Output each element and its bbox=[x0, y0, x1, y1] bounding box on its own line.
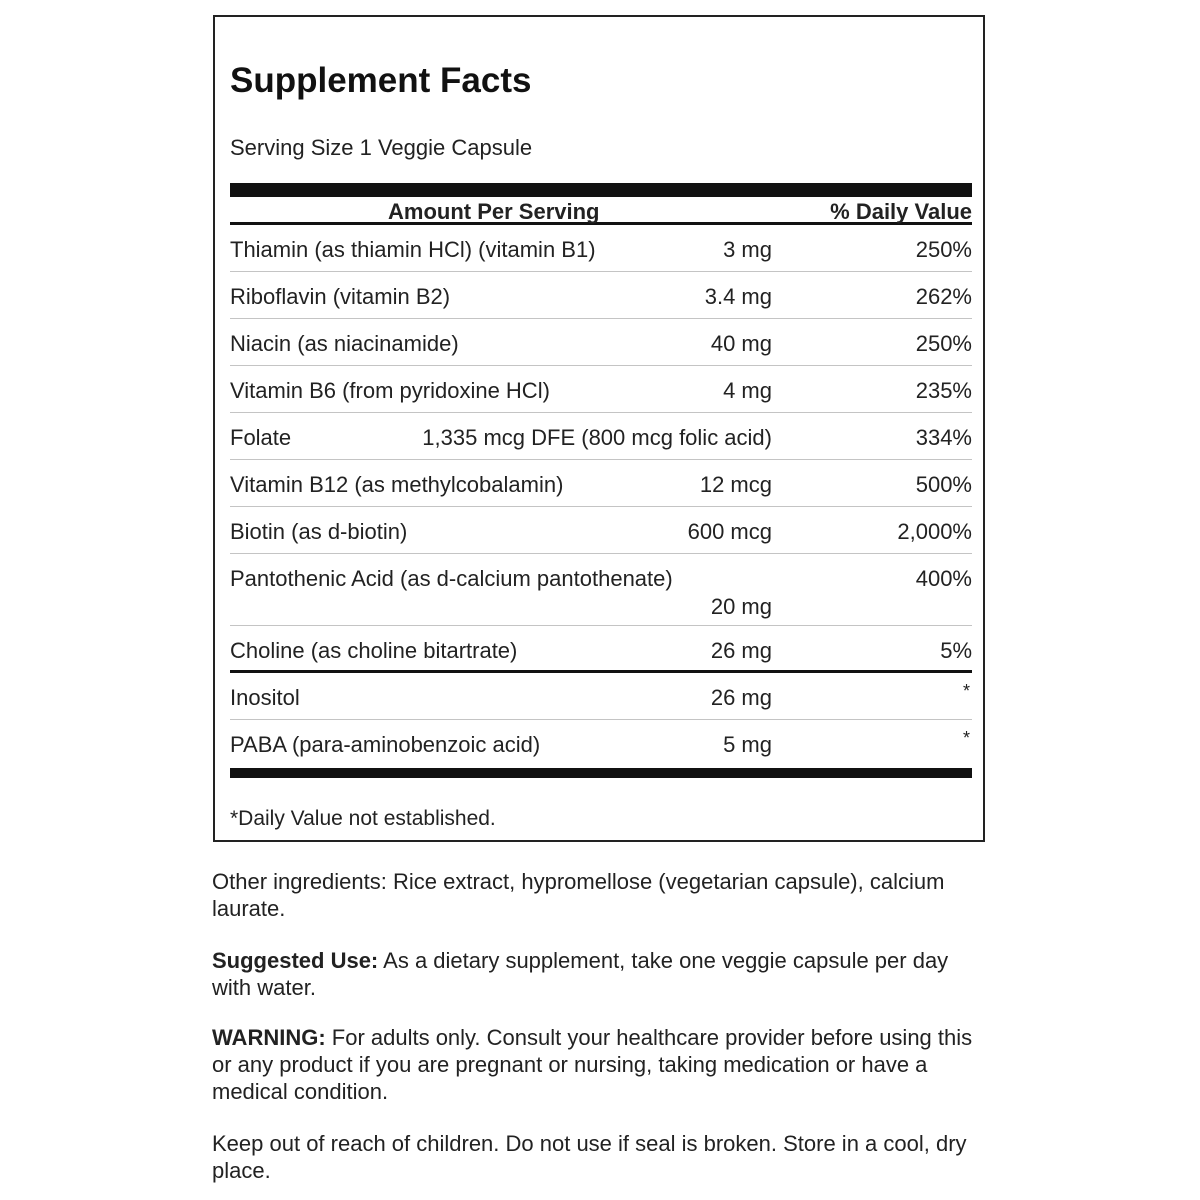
nutrient-amount: 40 mg bbox=[710, 331, 772, 356]
nutrient-daily-value: 250% bbox=[915, 237, 972, 262]
nutrient-name: Thiamin (as thiamin HCl) (vitamin B1) bbox=[230, 237, 596, 262]
other-ingredients: Other ingredients: Rice extract, hypromellose (vegetarian capsule), calcium laurate. bbox=[212, 869, 945, 921]
nutrient-amount: 3 mg bbox=[723, 237, 772, 262]
thick-divider-bottom bbox=[230, 768, 972, 778]
nutrient-daily-value: * bbox=[962, 728, 970, 748]
amount-per-serving-header: Amount Per Serving bbox=[388, 199, 600, 224]
nutrient-name: Vitamin B6 (from pyridoxine HCl) bbox=[230, 378, 550, 403]
nutrient-daily-value: 250% bbox=[915, 331, 972, 356]
thick-divider-top bbox=[230, 183, 972, 197]
nutrient-amount: 12 mcg bbox=[699, 472, 772, 497]
nutrient-daily-value: 334% bbox=[915, 425, 972, 450]
nutrient-name: Inositol bbox=[230, 685, 300, 710]
nutrient-name: Riboflavin (vitamin B2) bbox=[230, 284, 451, 309]
supplement-facts-panel bbox=[213, 15, 985, 842]
nutrient-row-thiamin bbox=[230, 225, 972, 272]
nutrient-amount: 600 mcg bbox=[687, 519, 772, 544]
nutrient-daily-value: * bbox=[962, 681, 970, 701]
nutrient-row-vitamin-b12 bbox=[230, 460, 972, 507]
nutrient-amount: 1,335 mcg DFE (800 mcg folic acid) bbox=[422, 425, 772, 450]
nutrient-amount: 3.4 mg bbox=[704, 284, 772, 309]
nutrient-name: Niacin (as niacinamide) bbox=[230, 331, 459, 356]
nutrient-row-biotin bbox=[230, 507, 972, 554]
nutrient-name: Biotin (as d-biotin) bbox=[230, 519, 408, 544]
nutrient-daily-value: 500% bbox=[915, 472, 972, 497]
daily-value-header: % Daily Value bbox=[830, 199, 972, 224]
nutrient-name: Folate bbox=[230, 425, 292, 450]
suggested-use-label: Suggested Use: bbox=[212, 948, 379, 973]
nutrient-row-folate bbox=[230, 413, 972, 460]
nutrient-amount: 5 mg bbox=[723, 732, 772, 757]
warning-label: WARNING: bbox=[212, 1025, 326, 1050]
warning bbox=[212, 1024, 992, 1105]
nutrient-daily-value: 400% bbox=[915, 566, 972, 591]
nutrient-row-choline bbox=[230, 626, 972, 673]
storage-instructions: Keep out of reach of children. Do not use if seal is broken. Store in a cool, dry place. bbox=[212, 1131, 967, 1183]
nutrient-amount: 26 mg bbox=[710, 638, 772, 663]
facts-header-row bbox=[230, 197, 972, 225]
nutrient-rows bbox=[230, 225, 972, 767]
warning-text: For adults only. Consult your healthcare provider before using this or any product if you are pregnant or nursing, taking medication or have a medical condition. bbox=[212, 1025, 973, 1104]
serving-size: Serving Size 1 Veggie Capsule bbox=[230, 135, 533, 160]
nutrient-name: PABA (para-aminobenzoic acid) bbox=[230, 732, 541, 757]
suggested-use-text: As a dietary supplement, take one veggie capsule per day with water. bbox=[212, 948, 949, 1000]
nutrient-amount: 26 mg bbox=[710, 685, 772, 710]
nutrient-daily-value: 262% bbox=[915, 284, 972, 309]
nutrient-name: Vitamin B12 (as methylcobalamin) bbox=[230, 472, 564, 497]
facts-title: Supplement Facts bbox=[230, 61, 532, 100]
nutrient-row-paba bbox=[230, 720, 972, 767]
nutrient-amount: 4 mg bbox=[723, 378, 772, 403]
nutrient-row-vitamin-b6 bbox=[230, 366, 972, 413]
nutrient-row-inositol bbox=[230, 673, 972, 720]
nutrient-daily-value: 2,000% bbox=[897, 519, 972, 544]
daily-value-footnote: *Daily Value not established. bbox=[230, 807, 496, 830]
nutrient-row-niacin bbox=[230, 319, 972, 366]
nutrient-row-pantothenic-acid bbox=[230, 554, 972, 626]
suggested-use bbox=[212, 947, 992, 1001]
nutrient-daily-value: 5% bbox=[940, 638, 972, 663]
nutrient-name: Pantothenic Acid (as d-calcium pantothenate) bbox=[230, 566, 673, 591]
nutrient-name: Choline (as choline bitartrate) bbox=[230, 638, 518, 663]
nutrient-daily-value: 235% bbox=[915, 378, 972, 403]
nutrient-row-riboflavin bbox=[230, 272, 972, 319]
nutrient-amount: 20 mg bbox=[710, 594, 772, 619]
